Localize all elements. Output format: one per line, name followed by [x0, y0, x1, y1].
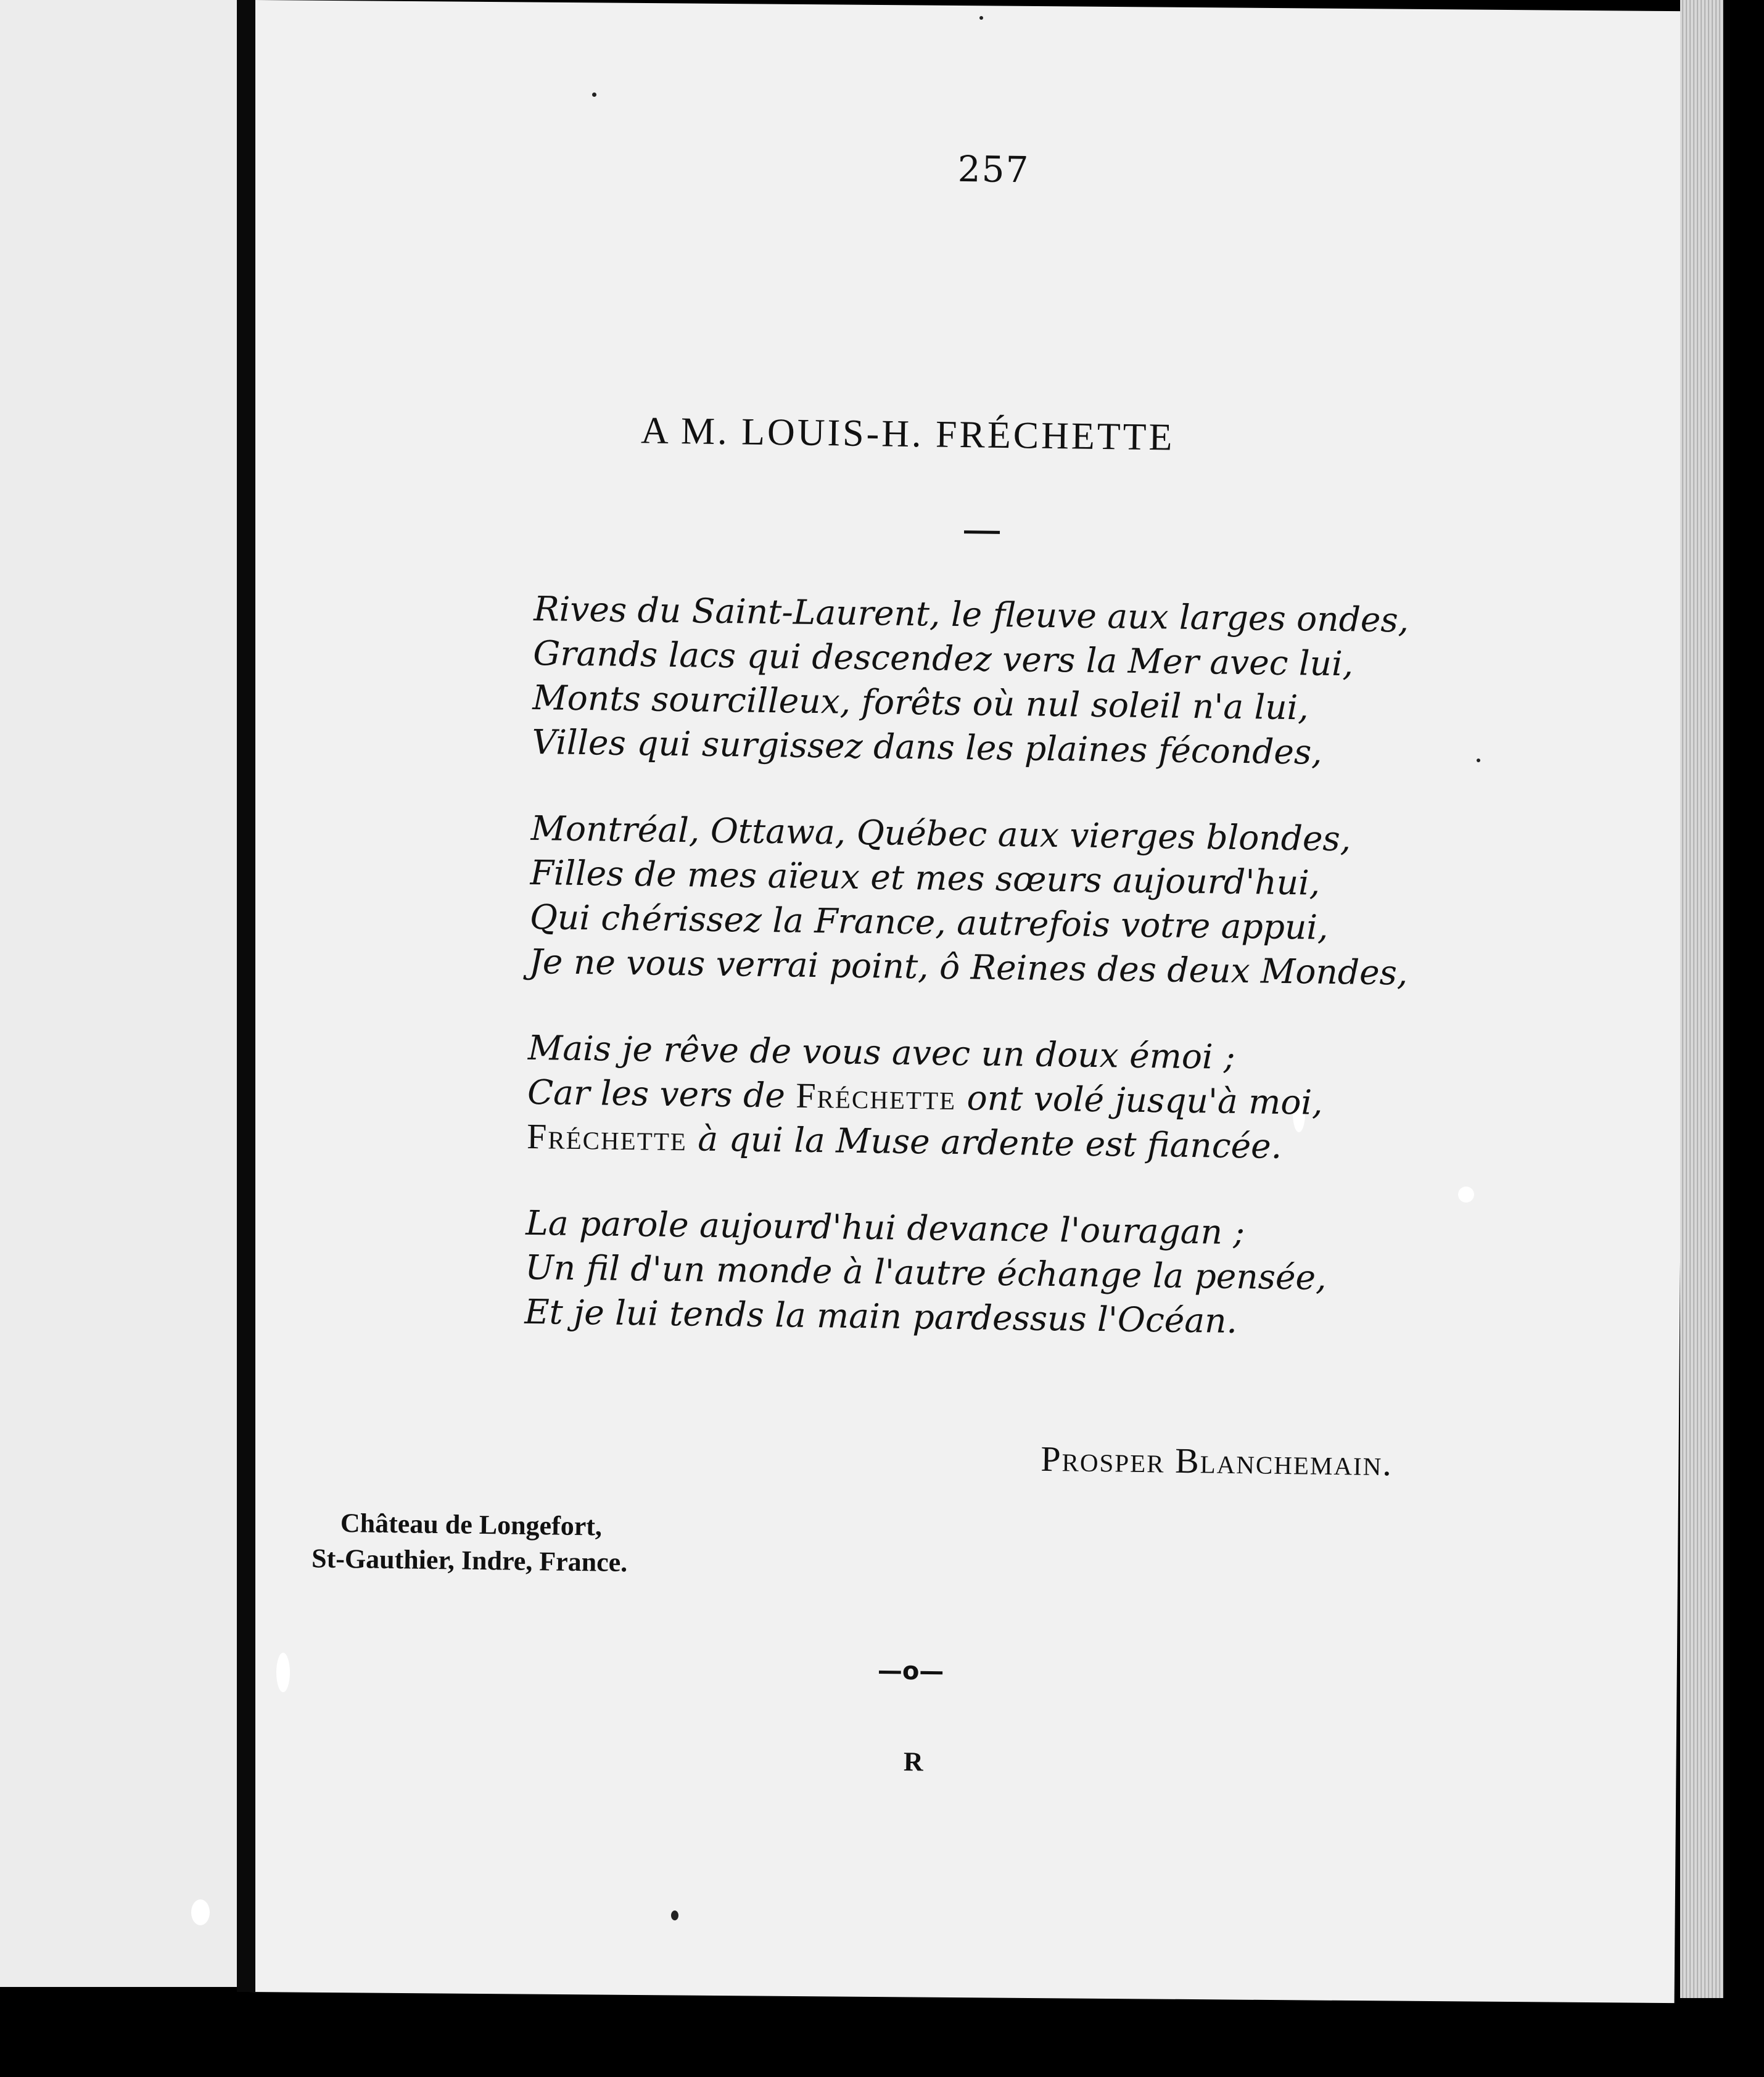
poem-line: La parole aujourd'hui devance l'ouragan ;	[525, 1203, 1245, 1252]
address-line: St-Gauthier, Indre, France.	[311, 1543, 628, 1578]
poem-line: Un fil d'un monde à l'autre échange la pensée,	[524, 1247, 1327, 1298]
poem-line: Grands lacs qui descendez vers la Mer avec lui,	[532, 633, 1354, 684]
poet-name: Fréchette	[796, 1075, 957, 1117]
stanza	[527, 1026, 1466, 1171]
poem-line: Rives du Saint-Laurent, le fleuve aux larges ondes,	[533, 588, 1409, 640]
poem-line: Mais je rêve de vous avec un doux émoi ;	[527, 1027, 1236, 1077]
poem-line: Je ne vous verrai point, ô Reines des deux Mondes,	[529, 941, 1408, 993]
signature-mark: R	[903, 1746, 924, 1777]
address-line: Château de Longefort,	[340, 1507, 603, 1542]
title-rule	[964, 530, 1000, 534]
poem-line: Et je lui tends la main pardessus l'Océan.	[524, 1291, 1238, 1341]
page-number: 257	[957, 147, 1030, 191]
poem-line: Villes qui surgissez dans les plaines fécondes,	[532, 722, 1323, 772]
author-signature: Prosper Blanchemain.	[1040, 1438, 1393, 1484]
section-ornament: —o—	[877, 1656, 944, 1686]
poem-body	[524, 586, 1472, 1388]
poet-name: Fréchette	[526, 1116, 688, 1159]
poem-line-text: à qui la Muse ardente est fiancée.	[686, 1119, 1282, 1166]
poem-line: Qui chérissez la France, autrefois votre appui,	[529, 897, 1329, 947]
poem-line-text: ont volé jusqu'à moi,	[955, 1078, 1324, 1122]
poem-line: Montréal, Ottawa, Québec aux vierges blondes,	[530, 808, 1351, 859]
poem-line-text: Car les vers de	[527, 1072, 796, 1116]
poem-line: Monts sourcilleux, forêts où nul soleil n'a lui,	[532, 677, 1309, 728]
poem-line: Filles de mes aïeux et mes sœurs aujourd'hui,	[530, 852, 1321, 903]
stanza	[524, 1201, 1464, 1346]
stanza	[532, 586, 1472, 776]
author-address	[311, 1505, 629, 1581]
poem-title: A M. LOUIS-H. FRÉCHETTE	[640, 409, 1175, 459]
stanza	[529, 806, 1469, 996]
